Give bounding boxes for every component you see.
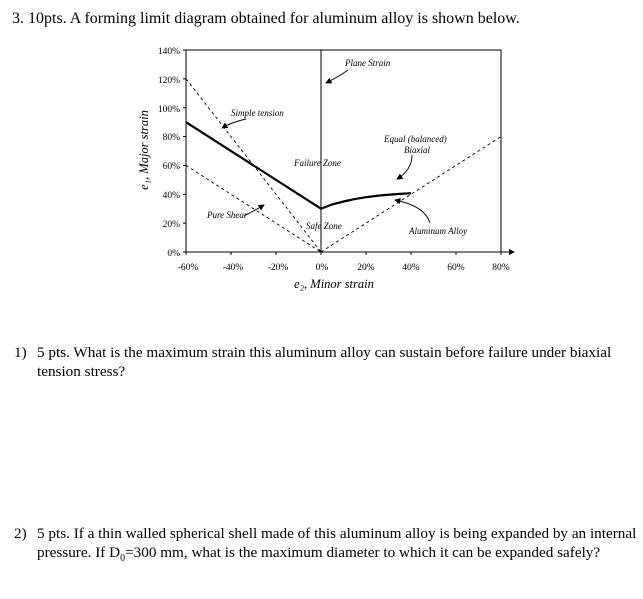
x-tick-label: 80% [492,263,510,273]
question-2-subscript: 0 [120,553,126,565]
y-tick-label: 40% [162,191,180,201]
annotation-safe-zone: Safe Zone [306,221,342,231]
y-tick-label: 60% [162,162,180,172]
y-axis-title: e₁, Major strain [137,110,151,190]
question-1-text: 5 pts. What is the maximum strain this aluminum alloy can sustain before failure under biaxial tension stress? [37,344,612,380]
axis-ticks [183,50,501,255]
x-axis-title: e₂, Minor strain [294,277,374,291]
y-tick-label: 120% [157,76,180,86]
annotation-failure-zone: Failure Zone [294,158,341,168]
x-tick-label: -20% [267,263,289,273]
arrow-plane-strain [326,70,348,83]
x-tick-label: 60% [447,263,465,273]
x-tick-label: -60% [177,263,199,273]
y-tick-label: 100% [157,105,180,115]
y-tick-label: 0% [167,249,180,259]
question-title: 3. 10pts. A forming limit diagram obtained for aluminum alloy is shown below. [12,10,520,27]
annotation-simple-tension: Simple tension [231,108,284,118]
y-tick-label: 20% [162,220,180,230]
y-tick-label: 140% [157,47,180,57]
question-1-number: 1) [14,344,27,361]
x-tick-label: 0% [315,263,329,273]
question-2-number: 2) [14,525,27,542]
annotation-equal-biaxial: Equal (balanced) [384,134,447,144]
question-2-text-before: 5 pts. If a thin walled spherical shell made of this aluminum alloy is being expanded by an internal pressure. If D [37,525,637,561]
x-axis-arrow [509,249,515,255]
plot-frame [186,50,501,252]
x-tick-label: 20% [357,263,375,273]
arrow-equal-biaxial [397,155,412,179]
x-tick-label: 40% [402,263,420,273]
annotation-biaxial: Biaxial [404,145,430,155]
series-line-pure-shear [186,165,321,252]
question-2-text [37,524,638,568]
annotation-aluminum-alloy: Aluminum Alloy [409,226,468,236]
arrow-aluminum-alloy [395,200,430,223]
question-2-text-after: =300 mm, what is the maximum diameter to which it can be expanded safely? [125,544,601,561]
y-tick-label: 80% [162,133,180,143]
arrow-simple-tension [222,119,246,128]
annotation-plane-strain: Plane Strain [345,58,391,68]
annotation-pure-shear: Pure Shear [207,210,248,220]
x-tick-label: -40% [222,263,244,273]
